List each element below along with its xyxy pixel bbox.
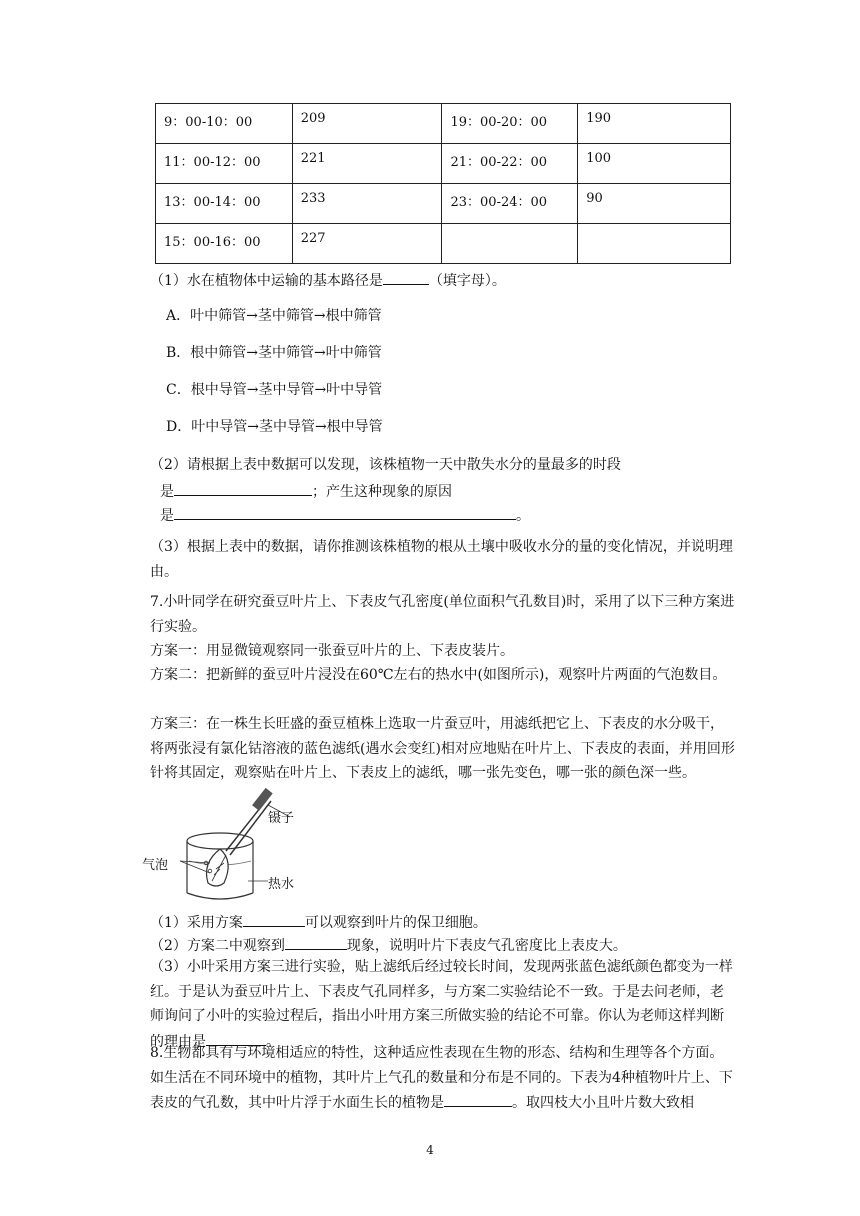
q6-sub3: （3）根据上表中的数据，请你推测该株植物的根从土壤中吸收水分的量的变化情况，并说明理由。 (150, 539, 733, 580)
answer-blank (174, 479, 312, 496)
table-cell: 227 (292, 224, 442, 264)
table-cell: 19：00-20：00 (442, 104, 578, 144)
q6-sub2-line3 (160, 503, 530, 526)
table-cell: 13：00-14：00 (156, 184, 293, 224)
table-cell: 233 (292, 184, 442, 224)
answer-blank (383, 268, 429, 285)
hot-water-label: 热水 (268, 877, 295, 892)
q7-intro: 7.小叶同学在研究蚕豆叶片上、下表皮气孔密度(单位面积气孔数目)时，采用了以下三种方案进行实验。 (150, 594, 735, 635)
q6-sub1-text: （1）水在植物体中运输的基本路径是 (150, 273, 383, 289)
q6-sub2-line3-tail: 。 (516, 508, 530, 524)
hot-water-beaker-figure (140, 783, 320, 903)
table-cell: 100 (578, 144, 731, 184)
q8-text (150, 1041, 735, 1116)
table-row (156, 104, 731, 144)
table-row (156, 144, 731, 184)
q6-sub1-tail: （填字母）。 (428, 273, 506, 289)
table-cell: 15：00-16：00 (156, 224, 293, 264)
q7-sub1 (150, 910, 487, 933)
q6-sub2-line2 (160, 479, 452, 502)
q7-sub3-tail: 。 (266, 1033, 280, 1050)
q6-sub2-line2-text: 是 (160, 484, 174, 500)
q7-sub2-tail: 现象，说明叶片下表皮气孔密度比上表皮大。 (346, 938, 627, 954)
option-a: A．叶中筛管→茎中筛管→根中筛管 (166, 308, 382, 324)
table-cell: 190 (578, 104, 731, 144)
tweezers-label: 镊子 (268, 811, 295, 826)
q6-sub2-line1: （2）请根据上表中数据可以发现，该株植物一天中散失水分的量最多的时段 (150, 457, 621, 473)
table-cell: 21：00-22：00 (442, 144, 578, 184)
bubble-label: 气泡 (142, 858, 169, 873)
option-d: D．叶中导管→茎中导管→根中导管 (166, 419, 383, 435)
q6-sub2-line2-tail: ；产生这种现象的原因 (312, 484, 452, 500)
option-b: B．根中筛管→茎中筛管→叶中筛管 (166, 345, 382, 361)
q8-body: 8.生物都具有与环境相适应的特性，这种适应性表现在生物的形态、结构和生理等各个方面。如生活在不同环境中的植物，其叶片上气孔的数量和分布是不同的。下表为4种植物叶片上、下表皮的气孔数，其中叶片浮于水面生长的植物是 (150, 1045, 733, 1111)
q7-sub3-text: （3）小叶采用方案三进行实验，贴上滤纸后经过较长时间，发现两张蓝色滤纸颜色都变为一样红。于是认为蚕豆叶片上、下表皮气孔同样多，与方案二实验结论不一致。于是去问老师，老师询问了小叶的实验过程后，指出小叶用方案三所做实验的结论不可靠。你认为老师这样判断的理由是 (150, 959, 733, 1050)
table-row (156, 184, 731, 224)
q8-tail: 。取四枝大小且叶片数大致相 (512, 1095, 694, 1111)
table-cell: 9：00-10：00 (156, 104, 293, 144)
table-cell: 11：00-12：00 (156, 144, 293, 184)
q6-sub2-line3-text: 是 (160, 508, 174, 524)
q7-sub1-text: （1）采用方案 (150, 915, 243, 931)
q7-sub2-text: （2）方案二中观察到 (150, 938, 285, 954)
table-cell: 221 (292, 144, 442, 184)
option-c: C．根中导管→茎中导管→叶中导管 (166, 382, 383, 398)
table-cell (578, 224, 731, 264)
q7-sub2 (150, 933, 627, 956)
table-row (156, 224, 731, 264)
table-cell: 90 (578, 184, 731, 224)
q7-plan2: 方案二：把新鲜的蚕豆叶片浸没在60℃左右的热水中(如图所示)，观察叶片两面的气泡数目。 (150, 667, 727, 683)
answer-blank (444, 1090, 512, 1107)
q7-sub3 (150, 955, 735, 1054)
table-cell (442, 224, 578, 264)
q7-plan3: 方案三：在一株生长旺盛的蚕豆植株上选取一片蚕豆叶，用滤纸把它上、下表皮的水分吸干，将两张浸有氯化钴溶液的蓝色滤纸(遇水会变红)相对应地贴在叶片上、下表皮的表面，并用回形针将其固定，观察贴在叶片上、下表皮上的滤纸，哪一张先变色，哪一张的颜色深一些。 (150, 716, 735, 781)
page-number: 4 (426, 1143, 434, 1157)
transpiration-table (155, 103, 731, 264)
answer-blank (285, 933, 347, 950)
table-cell: 209 (292, 104, 442, 144)
q7-plan1: 方案一：用显微镜观察同一张蚕豆叶片的上、下表皮装片。 (150, 643, 514, 659)
q6-sub1 (150, 268, 506, 291)
q7-sub1-tail: 可以观察到叶片的保卫细胞。 (304, 915, 487, 931)
answer-blank (243, 910, 305, 927)
table-cell: 23：00-24：00 (442, 184, 578, 224)
answer-blank (174, 503, 516, 520)
